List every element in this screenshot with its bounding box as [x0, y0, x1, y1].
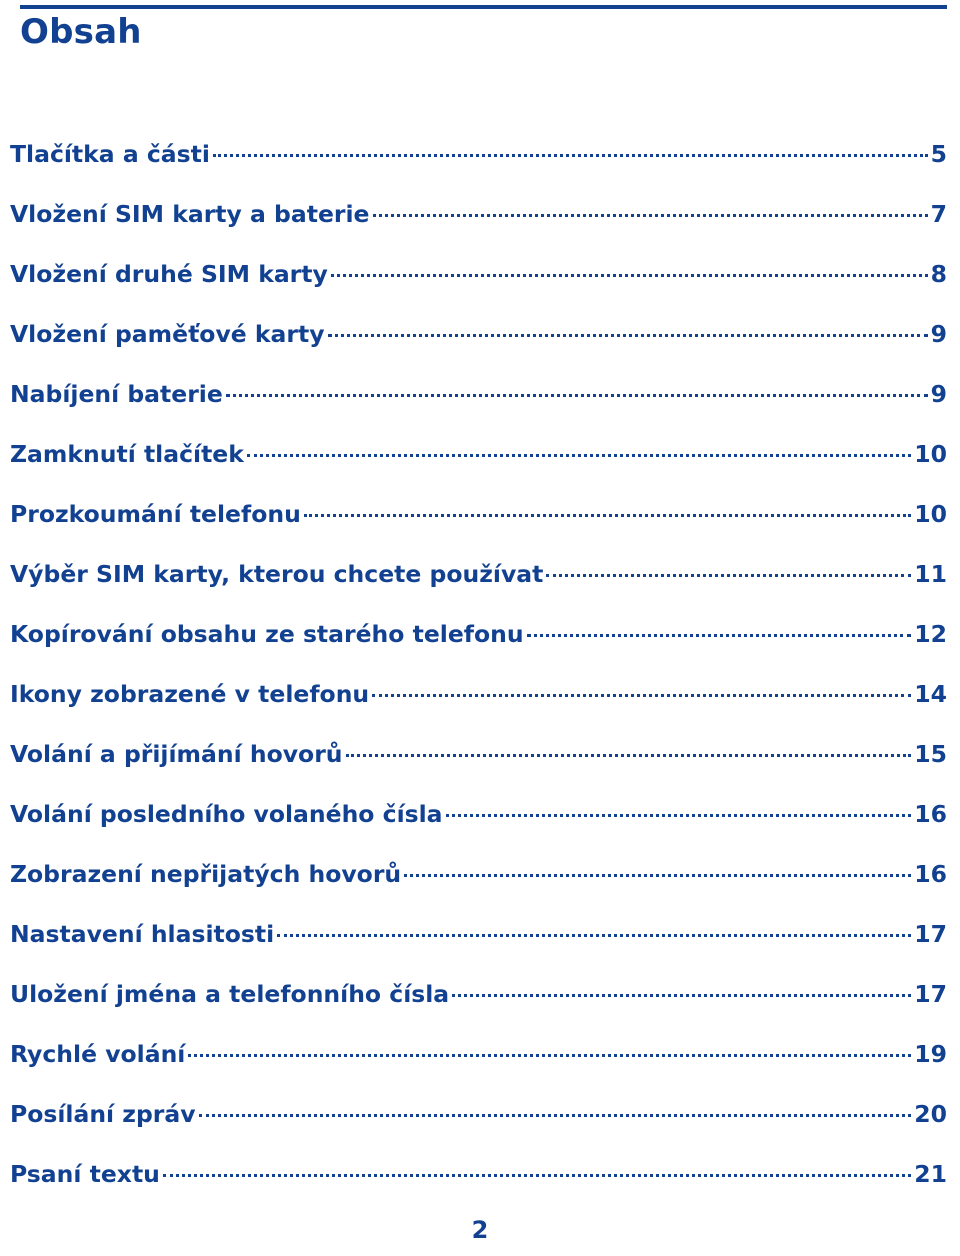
toc-dot-leader — [213, 154, 928, 157]
toc-dot-leader — [247, 454, 911, 457]
toc-entry[interactable] — [10, 312, 947, 372]
toc-dot-leader — [226, 394, 928, 397]
toc-entry-page: 19 — [914, 1040, 947, 1068]
toc-entry-label: Psaní textu — [10, 1160, 160, 1188]
toc-dot-leader — [328, 334, 928, 337]
toc-dot-leader — [346, 754, 912, 757]
toc-entry-label: Nastavení hlasitosti — [10, 920, 275, 948]
toc-dot-leader — [546, 574, 911, 577]
toc-entry[interactable] — [10, 792, 947, 852]
toc-dot-leader — [452, 994, 911, 997]
toc-entry[interactable] — [10, 372, 947, 432]
toc-entry[interactable] — [10, 972, 947, 1032]
table-of-contents — [10, 132, 947, 1212]
toc-entry-page: 9 — [930, 380, 947, 408]
toc-entry-label: Zobrazení nepřijatých hovorů — [10, 860, 402, 888]
toc-entry-label: Rychlé volání — [10, 1040, 186, 1068]
toc-entry-page: 11 — [914, 560, 947, 588]
page-number: 2 — [471, 1216, 489, 1244]
toc-entry-page: 16 — [914, 800, 947, 828]
toc-dot-leader — [199, 1114, 912, 1117]
toc-entry[interactable] — [10, 492, 947, 552]
toc-dot-leader — [372, 694, 911, 697]
toc-dot-leader — [304, 514, 911, 517]
toc-entry-label: Kopírování obsahu ze starého telefonu — [10, 620, 524, 648]
toc-dot-leader — [404, 874, 911, 877]
toc-entry-label: Volání posledního volaného čísla — [10, 800, 443, 828]
toc-dot-leader — [277, 934, 911, 937]
toc-entry[interactable] — [10, 732, 947, 792]
toc-entry-label: Vložení SIM karty a baterie — [10, 200, 370, 228]
toc-entry[interactable] — [10, 432, 947, 492]
toc-dot-leader — [163, 1174, 911, 1177]
toc-entry-page: 10 — [914, 440, 947, 468]
toc-entry[interactable] — [10, 552, 947, 612]
toc-entry-page: 5 — [930, 140, 947, 168]
top-rule — [20, 5, 947, 9]
toc-entry-page: 20 — [914, 1100, 947, 1128]
toc-entry-page: 15 — [914, 740, 947, 768]
toc-entry-page: 7 — [930, 200, 947, 228]
toc-entry[interactable] — [10, 252, 947, 312]
toc-entry-page: 12 — [914, 620, 947, 648]
toc-entry-page: 14 — [914, 680, 947, 708]
toc-entry-label: Vložení druhé SIM karty — [10, 260, 328, 288]
toc-entry[interactable] — [10, 1032, 947, 1092]
toc-entry[interactable] — [10, 612, 947, 672]
toc-entry-page: 17 — [914, 920, 947, 948]
toc-entry[interactable] — [10, 1092, 947, 1152]
toc-entry-label: Posílání zpráv — [10, 1100, 196, 1128]
toc-entry-page: 21 — [914, 1160, 947, 1188]
toc-dot-leader — [188, 1054, 911, 1057]
toc-entry[interactable] — [10, 912, 947, 972]
toc-entry[interactable] — [10, 1152, 947, 1212]
toc-entry-label: Výběr SIM karty, kterou chcete používat — [10, 560, 544, 588]
toc-entry-label: Volání a přijímání hovorů — [10, 740, 343, 768]
toc-entry-label: Vložení paměťové karty — [10, 320, 325, 348]
toc-dot-leader — [446, 814, 912, 817]
toc-dot-leader — [373, 214, 928, 217]
toc-entry[interactable] — [10, 852, 947, 912]
toc-entry-label: Tlačítka a části — [10, 140, 210, 168]
toc-entry-page: 17 — [914, 980, 947, 1008]
toc-entry-label: Ikony zobrazené v telefonu — [10, 680, 370, 708]
toc-entry-page: 9 — [930, 320, 947, 348]
toc-dot-leader — [331, 274, 928, 277]
toc-entry[interactable] — [10, 132, 947, 192]
toc-entry-label: Uložení jména a telefonního čísla — [10, 980, 450, 1008]
toc-entry-label: Zamknutí tlačítek — [10, 440, 244, 468]
toc-entry[interactable] — [10, 672, 947, 732]
toc-dot-leader — [527, 634, 912, 637]
toc-entry-page: 10 — [914, 500, 947, 528]
toc-entry-page: 8 — [930, 260, 947, 288]
page-title: Obsah — [20, 12, 142, 52]
toc-entry-page: 16 — [914, 860, 947, 888]
toc-entry[interactable] — [10, 192, 947, 252]
toc-entry-label: Nabíjení baterie — [10, 380, 223, 408]
toc-entry-label: Prozkoumání telefonu — [10, 500, 301, 528]
